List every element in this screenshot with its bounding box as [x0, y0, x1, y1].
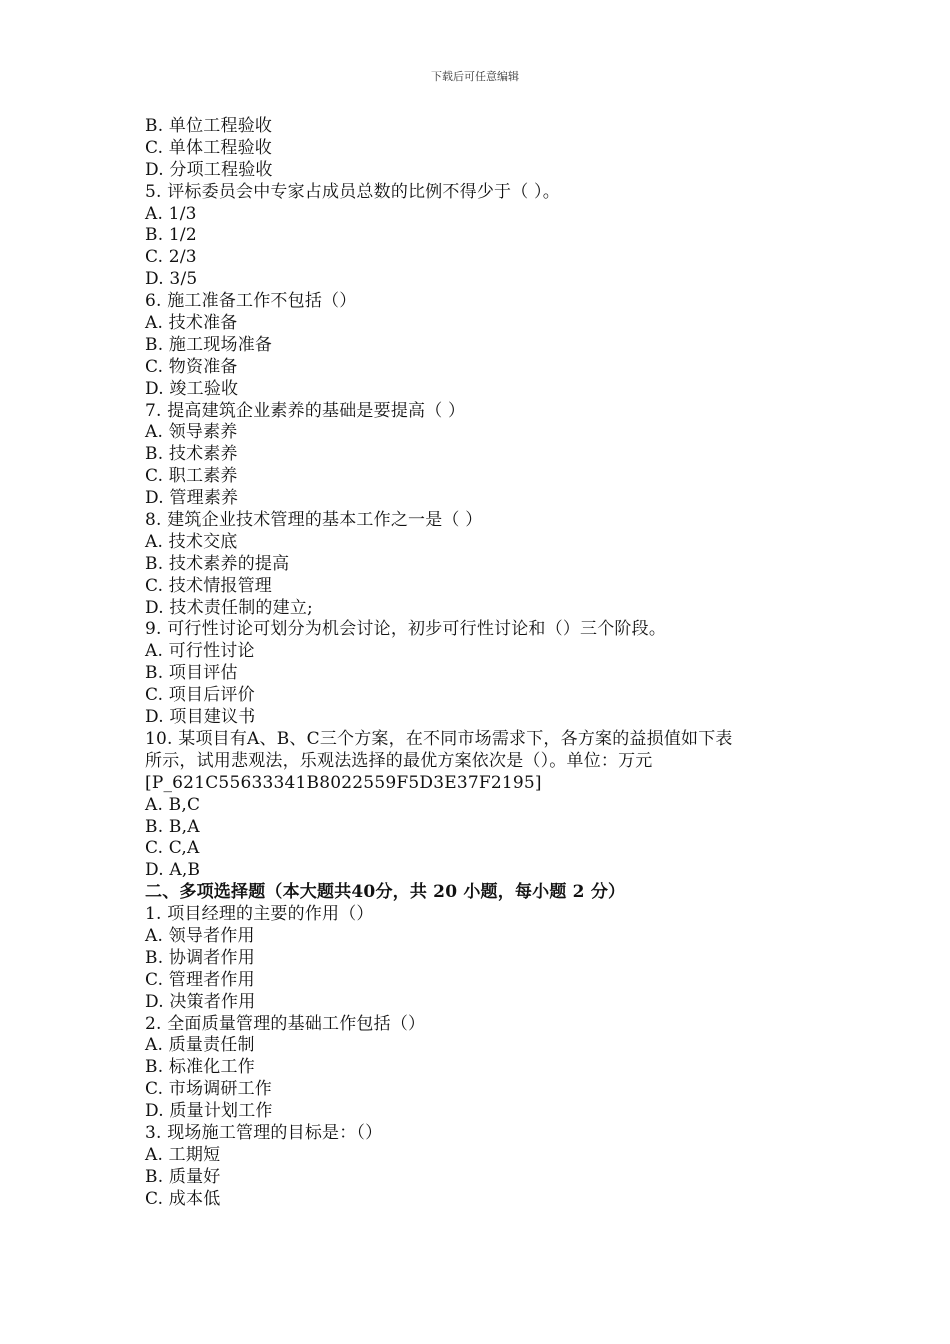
option-line: B. 协调者作用 [145, 947, 255, 968]
option-line: B. 技术素养 [145, 444, 238, 465]
question-line: 10. 某项目有A、B、C三个方案，在不同市场需求下，各方案的益损值如下表 [145, 728, 733, 749]
question-line: 6. 施工准备工作不包括（） [145, 291, 357, 312]
document-body [145, 116, 825, 1211]
question-line: 8. 建筑企业技术管理的基本工作之一是（ ） [145, 510, 483, 531]
option-line: B. 质量好 [145, 1166, 221, 1187]
option-line: D. 项目建议书 [145, 707, 256, 728]
question-line: 5. 评标委员会中专家占成员总数的比例不得少于（ ）。 [145, 181, 560, 202]
option-line: C. 市场调研工作 [145, 1079, 273, 1100]
option-line: C. 成本低 [145, 1188, 221, 1209]
option-line: C. 项目后评价 [145, 685, 255, 706]
option-line: A. 技术准备 [145, 313, 238, 334]
question-line: 9. 可行性讨论可划分为机会讨论，初步可行性讨论和（）三个阶段。 [145, 619, 667, 640]
option-line: A. 质量责任制 [145, 1035, 255, 1056]
option-line: A. B,C [145, 794, 201, 815]
option-line: A. 领导者作用 [145, 925, 255, 946]
option-line: A. 1/3 [145, 203, 197, 224]
question-line: 1. 项目经理的主要的作用（） [145, 904, 374, 925]
option-line: C. 单体工程验收 [145, 137, 273, 158]
section-heading: 二、多项选择题（本大题共40分，共 20 小题，每小题 2 分） [145, 882, 626, 903]
option-line: A. 领导素养 [145, 422, 238, 443]
option-line: C. 管理者作用 [145, 969, 255, 990]
question-line-continued: 所示，试用悲观法，乐观法选择的最优方案依次是（）。单位：万元 [145, 750, 653, 771]
option-line: B. 施工现场准备 [145, 334, 273, 355]
question-line: 7. 提高建筑企业素养的基础是要提高（ ） [145, 400, 466, 421]
option-line: C. 职工素养 [145, 466, 238, 487]
option-line: B. 标准化工作 [145, 1057, 255, 1078]
option-line: C. 技术情报管理 [145, 575, 273, 596]
option-line: A. 技术交底 [145, 531, 238, 552]
option-line: D. 3/5 [145, 269, 198, 290]
option-line: D. 决策者作用 [145, 991, 256, 1012]
option-line: D. 管理素养 [145, 488, 239, 509]
option-line: B. 单位工程验收 [145, 116, 273, 136]
option-line: D. 竣工验收 [145, 378, 239, 399]
option-line: C. 2/3 [145, 247, 197, 268]
question-line: 2. 全面质量管理的基础工作包括（） [145, 1013, 426, 1034]
option-line: D. 技术责任制的建立; [145, 597, 313, 618]
option-line: B. 技术素养的提高 [145, 553, 290, 574]
option-line: A. 工期短 [145, 1144, 221, 1165]
option-line: D. A,B [145, 860, 201, 881]
option-line: B. 1/2 [145, 225, 197, 246]
question-line: 3. 现场施工管理的目标是：（） [145, 1122, 383, 1143]
option-line: B. 项目评估 [145, 663, 238, 684]
option-line: C. C,A [145, 838, 200, 859]
option-line: C. 物资准备 [145, 356, 238, 377]
option-line: B. B,A [145, 816, 200, 837]
image-placeholder-text: [P_621C55633341B8022559F5D3E37F2195] [145, 772, 542, 793]
option-line: D. 分项工程验收 [145, 159, 273, 180]
option-line: D. 质量计划工作 [145, 1101, 273, 1122]
page-header: 下载后可任意编辑 [431, 70, 519, 83]
option-line: A. 可行性讨论 [145, 641, 255, 662]
